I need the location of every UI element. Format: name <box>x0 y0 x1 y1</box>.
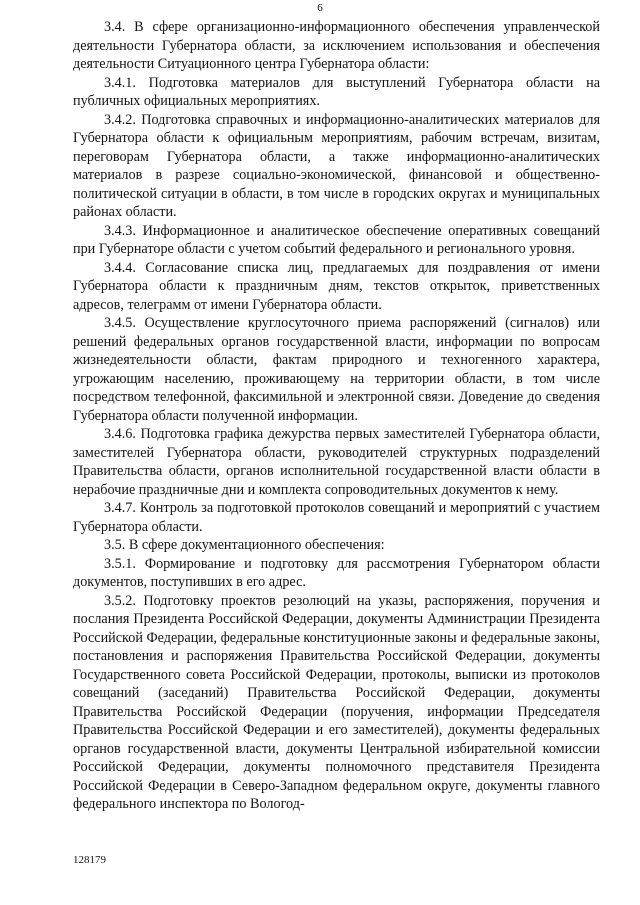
paragraph-3-4-5: 3.4.5. Осуществление круглосуточного приема распоряжений (сигналов) или решений федеральных органов государственной власти, информации по вопросам жизнедеятельности области, фактам природного и техногенного характера, угрожающим населению, проживающему на территории области, в том числе посредством телефонной, факсимильной и электронной связи. Доведение до сведения Губернатора области полученной информации. <box>73 315 600 424</box>
paragraph-3-4-7: 3.4.7. Контроль за подготовкой протоколов совещаний и мероприятий с участием Губернатора области. <box>73 500 600 535</box>
paragraph-3-4-1: 3.4.1. Подготовка материалов для выступлений Губернатора области на публичных официальных мероприятиях. <box>73 74 600 109</box>
paragraph-3-4-6: 3.4.6. Подготовка графика дежурства первых заместителей Губернатора области, заместителей Губернатора области, руководителей структурных подразделений Правительства области, органов исполнительной государственной власти области в нерабочие праздничные дни и комплекта сопроводительных документов к нему. <box>73 426 600 498</box>
page-number: 6 <box>317 2 323 14</box>
paragraph-3-4-3: 3.4.3. Информационное и аналитическое обеспечение оперативных совещаний при Губернаторе области с учетом событий федерального и регионального уровня. <box>73 222 600 257</box>
paragraph-3-5-2: 3.5.2. Подготовку проектов резолюций на указы, распоряжения, поручения и послания Президента Российской Федерации, документы Администрации Президента Российской Федерации, федеральные конституционные законы и федеральные законы, постановления и распоряжения Правительства Российской Федерации, документы Государственного совета Российской Федерации, протоколы, выписки из протоколов совещаний (заседаний) Правительства Российской Федерации, документы Правительства Российской Федерации (поручения, информации Председателя Правительства Российской Федерации и его заместителей), документы федеральных органов государственной власти, документы Центральной избирательной комиссии Российской Федерации, документы полномочного представителя Президента Российской Федерации в Северо-Западном федеральном округе, документы главного федерального инспектора по Вологод- <box>73 592 600 812</box>
paragraph-3-4: 3.4. В сфере организационно-информационного обеспечения управленческой деятельности Губернатора области, за исключением использования и обеспечения деятельности Ситуационного центра Губернатора области: <box>73 19 600 72</box>
paragraph-3-5-1: 3.5.1. Формирование и подготовку для рассмотрения Губернатором области документов, поступивших в его адрес. <box>73 555 600 590</box>
document-body <box>73 18 600 814</box>
paragraph-3-5: 3.5. В сфере документационного обеспечения: <box>104 537 385 553</box>
paragraph-3-4-2: 3.4.2. Подготовка справочных и информационно-аналитических материалов для Губернатора области к официальным мероприятиям, рабочим встречам, визитам, переговорам Губернатора области, а также информационно-аналитических материалов в разрезе социально-экономической, финансовой и общественно-политической ситуации в области, в том числе в городских округах и муниципальных районах области. <box>73 111 600 220</box>
document-code: 128179 <box>73 854 106 866</box>
paragraph-3-4-4: 3.4.4. Согласование списка лиц, предлагаемых для поздравления от имени Губернатора области к праздничным дням, текстов открыток, приветственных адресов, телеграмм от имени Губернатора области. <box>73 259 600 313</box>
